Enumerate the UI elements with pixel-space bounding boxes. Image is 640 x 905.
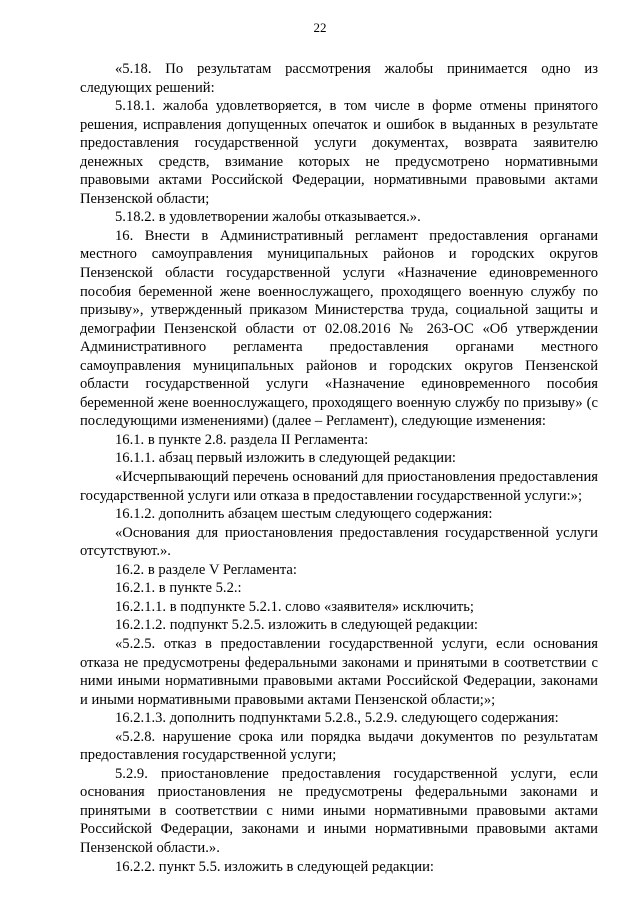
paragraph-16-2-1-2: 16.2.1.2. подпункт 5.2.5. изложить в следующей редакции: <box>115 617 478 634</box>
paragraph-quote-5-2-8: «5.2.8. нарушение срока или порядка выдачи документов по результатам предоставления государственной услуги; <box>80 728 598 764</box>
paragraph-5-2-9: 5.2.9. приостановление предоставления государственной услуги, если основания приостановления не предусмотрены федеральными законами и принятыми в соответствии с ними иными нормативными правовыми актами Российской Федерации, законами и иными нормативными правовыми актами Пензенской области.». <box>80 765 598 856</box>
page-number: 22 <box>313 20 327 35</box>
paragraph-quote-5-2-5: «5.2.5. отказ в предоставлении государственной услуги, если основания отказа не предусмотрены федеральными законами и принятыми в соответствии с ними иными нормативными правовыми актами Российской Федерации, законами и иными нормативными правовыми актами Пензенской области;»; <box>80 635 598 708</box>
paragraph-16-2-2: 16.2.2. пункт 5.5. изложить в следующей редакции: <box>115 858 434 875</box>
paragraph-16-2-1-3: 16.2.1.3. дополнить подпунктами 5.2.8., 5.2.9. следующего содержания: <box>115 710 559 727</box>
paragraph-16-2-1-1: 16.2.1.1. в подпункте 5.2.1. слово «заявителя» исключить; <box>115 598 474 615</box>
paragraph-16: 16. Внести в Административный регламент предоставления органами местного самоуправления муниципальных районов и городских округов Пензенской области государственной услуги «Назначение единовременного пособия беременной жене военнослужащего, проходящего военную службу по призыву», утвержденный приказом Министерства труда, социальной защиты и демографии Пензенской области от 02.08.2016 № 263-ОС «Об утверждении Административного регламента предоставления органами местного самоуправления муниципальных районов и городских округов Пензенской области государственной услуги «Назначение единовременного пособия беременной жене военнослужащего, проходящего военную службу по призыву» (с последующими изменениями) (далее – Регламент), следующие изменения: <box>80 227 598 430</box>
paragraph-5-18-2: 5.18.2. в удовлетворении жалобы отказывается.». <box>115 209 421 226</box>
paragraph-5-18-1: 5.18.1. жалоба удовлетворяется, в том числе в форме отмены принятого решения, исправления допущенных опечаток и ошибок в выданных в результате предоставления государственной услуги документах, возврата заявителю денежных средств, взимание которых не предусмотрено нормативными правовыми актами Российской Федерации, нормативными правовыми актами Пензенской области; <box>80 98 598 207</box>
paragraph-16-1-2: 16.1.2. дополнить абзацем шестым следующего содержания: <box>115 506 493 523</box>
paragraph-quote-no-grounds: «Основания для приостановления предоставления государственной услуги отсутствуют.». <box>80 524 598 560</box>
paragraph-16-2-1: 16.2.1. в пункте 5.2.: <box>115 580 242 597</box>
paragraph-16-1: 16.1. в пункте 2.8. раздела II Регламента: <box>115 431 369 448</box>
paragraph-quote-grounds: «Исчерпывающий перечень оснований для приостановления предоставления государственной услуги или отказа в предоставлении государственной услуги:»; <box>80 469 598 504</box>
paragraph-16-2: 16.2. в разделе V Регламента: <box>115 561 297 578</box>
paragraph-5-18: «5.18. По результатам рассмотрения жалобы принимается одно из следующих решений: <box>80 61 598 96</box>
document-body <box>80 60 598 876</box>
paragraph-16-1-1: 16.1.1. абзац первый изложить в следующей редакции: <box>115 450 456 467</box>
